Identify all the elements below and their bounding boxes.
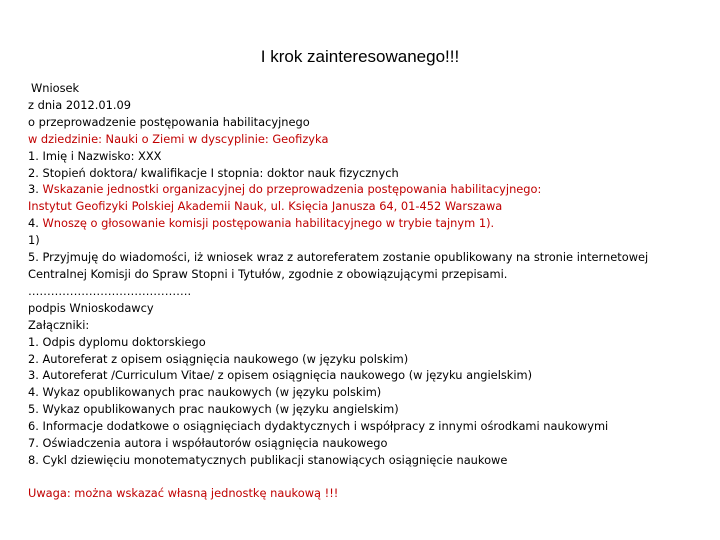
item-vote-number: 4. xyxy=(28,216,43,231)
item-unit-text: Wskazanie jednostki organizacyjnej do przeprowadzenia postępowania habilitacyjnego: xyxy=(42,182,542,197)
note-line: Uwaga: można wskazać własną jednostkę naukową !!! xyxy=(28,485,339,500)
signature-dots: ……………………………………. xyxy=(28,283,192,298)
subject-line: o przeprowadzenie postępowania habilitacyjnego xyxy=(28,114,310,129)
slide-title: I krok zainteresowanego!!! xyxy=(260,47,460,66)
application-form xyxy=(28,80,708,502)
item-vote xyxy=(28,215,708,232)
item-publication-line2: Centralnej Komisji do Spraw Stopni i Tytułów, zgodnie z obowiązującymi przepisami. xyxy=(28,266,508,281)
application-heading: Wniosek xyxy=(31,81,80,95)
item-vote-text: Wnoszę o głosowanie komisji postępowania habilitacyjnego w trybie tajnym 1). xyxy=(42,216,495,231)
attachment-item: 2. Autoreferat z opisem osiągnięcia naukowego (w języku polskim) xyxy=(28,351,409,366)
attachment-item: 6. Informacje dodatkowe o osiągnięciach dydaktycznych i współpracy z innymi ośrodkami naukowymi xyxy=(28,419,609,434)
attachment-item: 5. Wykaz opublikowanych prac naukowych (w języku angielskim) xyxy=(28,402,399,417)
signature-label: podpis Wnioskodawcy xyxy=(28,300,154,315)
item-publication-line1: 5. Przyjmuję do wiadomości, iż wniosek wraz z autoreferatem zostanie opublikowany na stronie internetowej xyxy=(28,250,649,265)
attachment-item: 7. Oświadczenia autora i współautorów osiągnięcia naukowego xyxy=(28,436,388,451)
attachment-item: 3. Autoreferat /Curriculum Vitae/ z opisem osiągnięcia naukowego (w języku angielskim) xyxy=(28,368,533,383)
attachment-item: 8. Cykl dziewięciu monotematycznych publikacji stanowiących osiągnięcie naukowe xyxy=(28,452,508,467)
item-name: 1. Imię i Nazwisko: XXX xyxy=(28,148,162,163)
attachment-item: 4. Wykaz opublikowanych prac naukowych (w języku polskim) xyxy=(28,385,382,400)
item-unit-number: 3. xyxy=(28,182,43,197)
field-line: w dziedzinie: Nauki o Ziemi w dyscyplinie: Geofizyka xyxy=(28,131,329,146)
item-degree: 2. Stopień doktora/ kwalifikacje I stopnia: doktor nauk fizycznych xyxy=(28,165,399,180)
institution-line: Instytut Geofizyki Polskiej Akademii Nauk, ul. Księcia Janusza 64, 01-452 Warszawa xyxy=(28,199,503,214)
attachments-heading: Załączniki: xyxy=(28,317,90,332)
attachment-item: 1. Odpis dyplomu doktorskiego xyxy=(28,334,206,349)
date-line: z dnia 2012.01.09 xyxy=(28,97,132,112)
item-unit xyxy=(28,181,708,198)
footnote-marker: 1) xyxy=(28,233,40,248)
